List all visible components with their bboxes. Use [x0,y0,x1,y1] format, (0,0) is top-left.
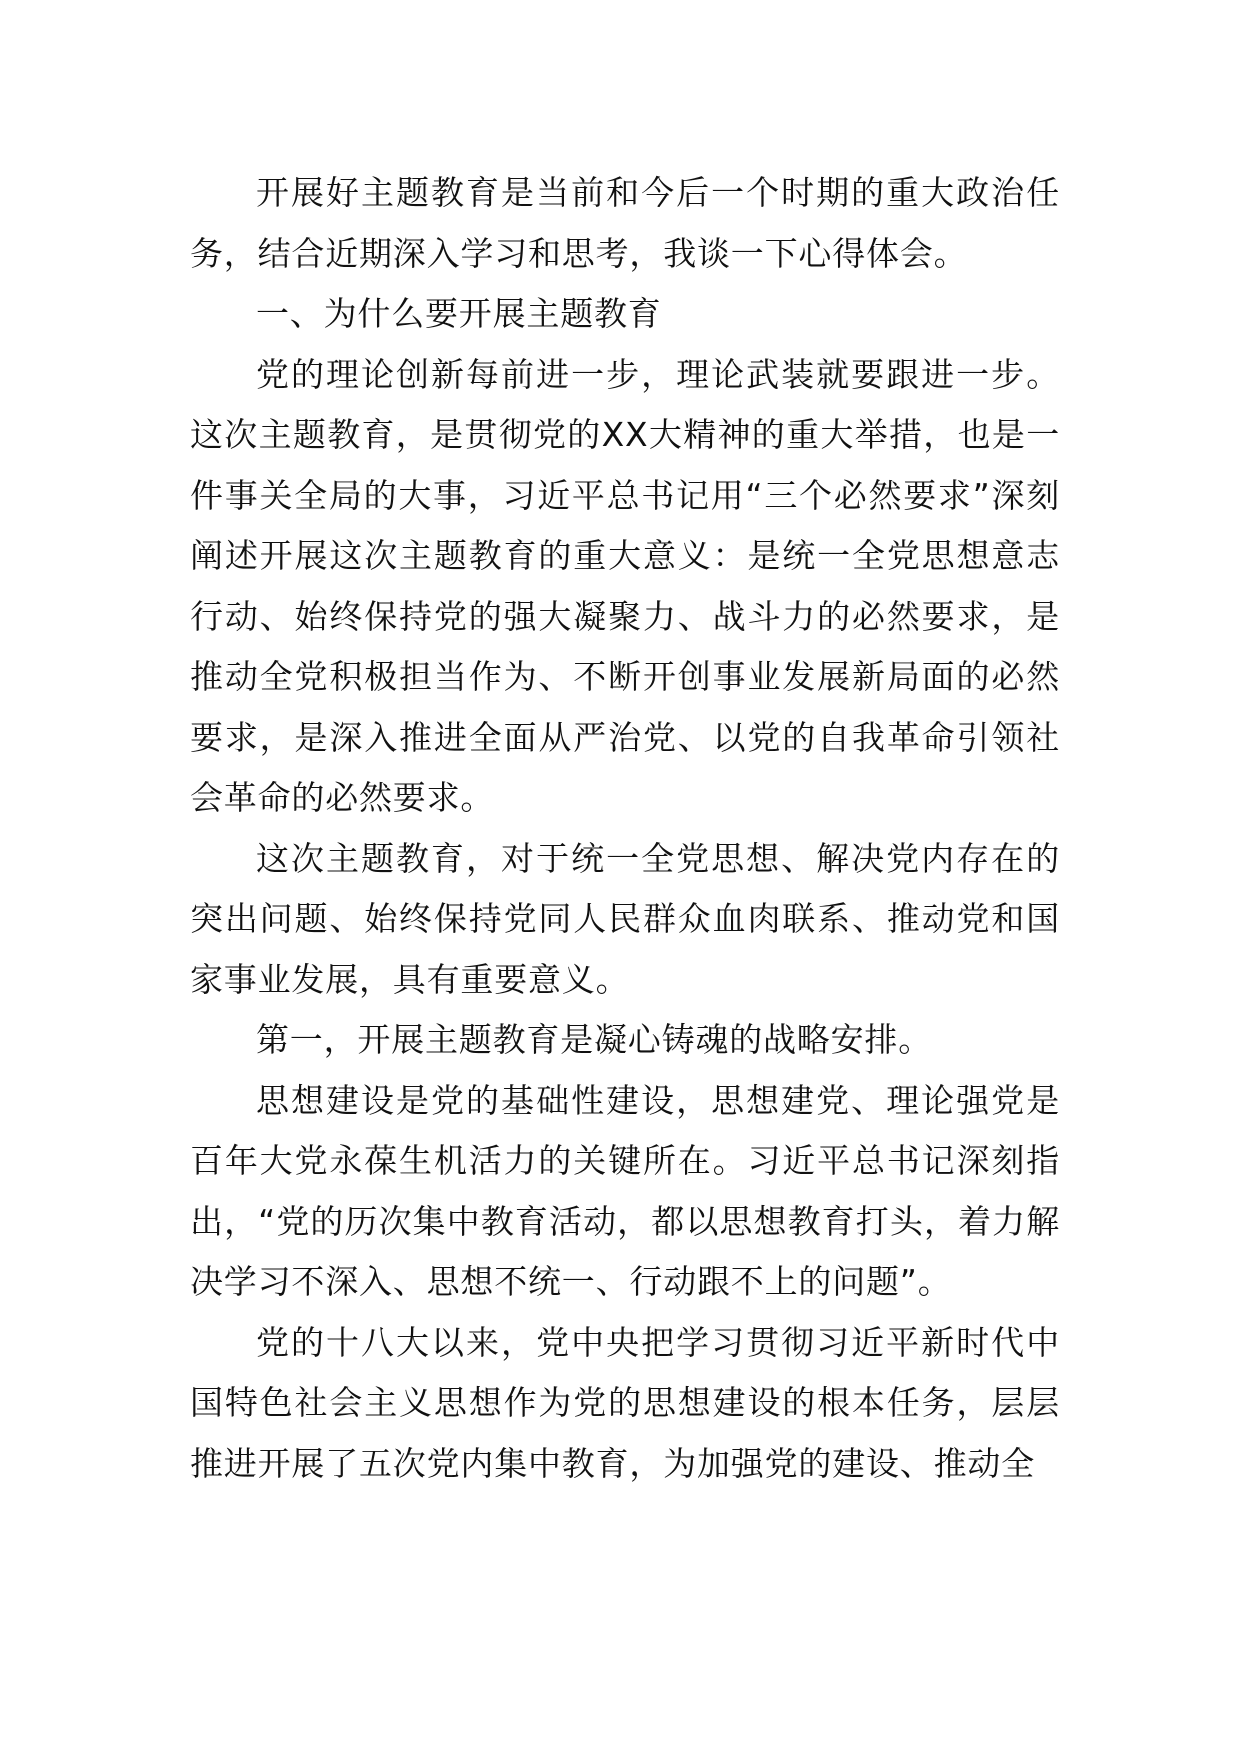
paragraph-since-18th-congress: 党的十八大以来，党中央把学习贯彻习近平新时代中国特色社会主义思想作为党的思想建设的根本任务，层层推进开展了五次党内集中教育，为加强党的建设、推动全 [190,1322,1060,1483]
paragraph-intro: 开展好主题教育是当前和今后一个时期的重大政治任务，结合近期深入学习和思考，我谈一下心得体会。 [190,173,1060,273]
document-body [190,163,1060,1494]
paragraph-significance: 这次主题教育，对于统一全党思想、解决党内存在的突出问题、始终保持党同人民群众血肉联系、推动党和国家事业发展，具有重要意义。 [190,838,1060,999]
paragraph-ideological-building: 思想建设是党的基础性建设，思想建党、理论强党是百年大党永葆生机活力的关键所在。习近平总书记深刻指出，“党的历次集中教育活动，都以思想教育打头，着力解决学习不深入、思想不统一、行动跟不上的问题”。 [190,1080,1060,1301]
point-heading-first: 第一，开展主题教育是凝心铸魂的战略安排。 [256,1020,932,1059]
section-heading-1: 一、为什么要开展主题教育 [256,294,662,333]
paragraph-theory: 党的理论创新每前进一步，理论武装就要跟进一步。这次主题教育，是贯彻党的XX大精神的重大举措，也是一件事关全局的大事，习近平总书记用“三个必然要求”深刻阐述开展这次主题教育的重大意义：是统一全党思想意志行动、始终保持党的强大凝聚力、战斗力的必然要求，是推动全党积极担当作为、不断开创事业发展新局面的必然要求，是深入推进全面从严治党、以党的自我革命引领社会革命的必然要求。 [190,354,1060,817]
